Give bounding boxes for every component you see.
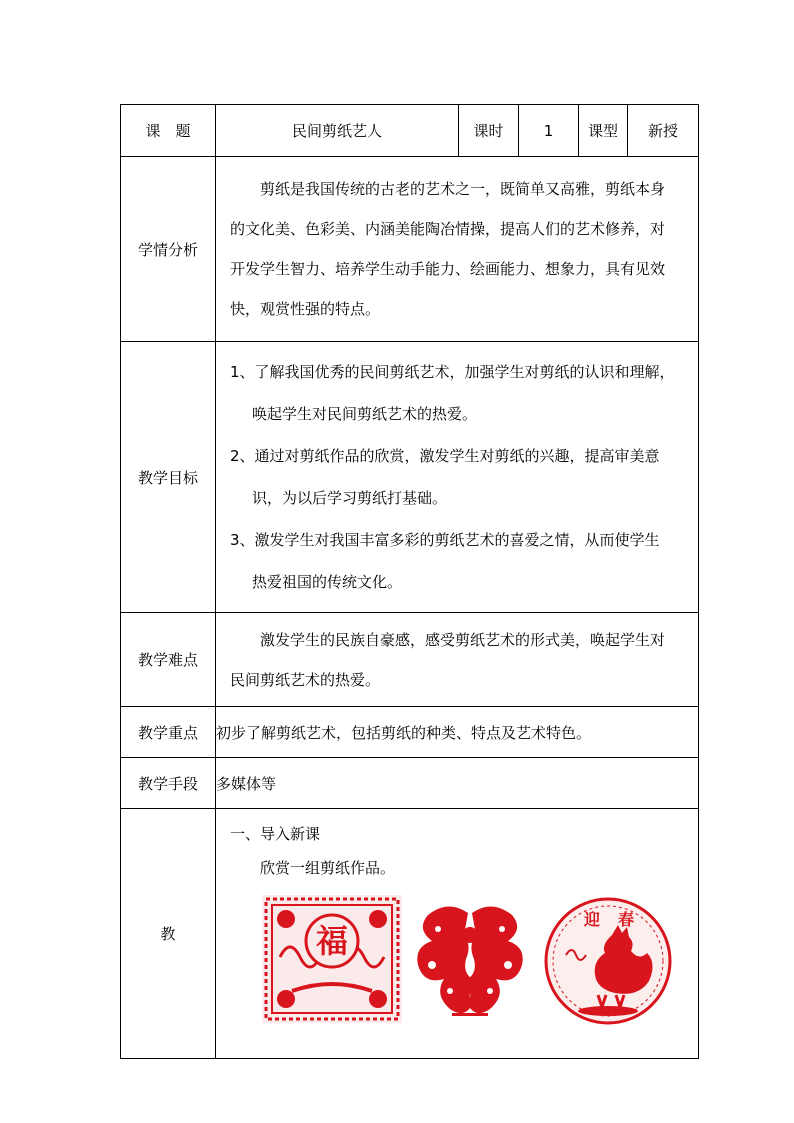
dragon-papercut-image bbox=[402, 895, 538, 1023]
intro-heading: 一、导入新课 bbox=[230, 825, 321, 843]
difficulty-row bbox=[121, 613, 699, 707]
key-points-content: 初步了解剪纸艺术，包括剪纸的种类、特点及艺术特色。 bbox=[216, 707, 699, 758]
type-value: 新授 bbox=[628, 105, 699, 157]
goals-row bbox=[121, 342, 699, 613]
analysis-label: 学情分析 bbox=[121, 157, 216, 342]
goal-item: 3、激发学生对我国丰富多彩的剪纸艺术的喜爱之情，从而使学生 热爱祖国的传统文化。 bbox=[230, 531, 660, 591]
analysis-line: 剪纸是我国传统的古老的艺术之一，既简单又高雅，剪纸本身 bbox=[260, 180, 666, 198]
methods-label: 教学手段 bbox=[121, 758, 216, 809]
key-points-label: 教学重点 bbox=[121, 707, 216, 758]
goal-item: 1、了解我国优秀的民间剪纸艺术，加强学生对剪纸的认识和理解， 唤起学生对民间剪纸艺术的热爱。 bbox=[230, 363, 675, 423]
key-points-row bbox=[121, 707, 699, 758]
papercut-gallery bbox=[216, 895, 698, 1035]
goal-item: 2、通过对剪纸作品的欣赏，激发学生对剪纸的兴趣，提高审美意 识，为以后学习剪纸打基础。 bbox=[230, 447, 660, 507]
rooster-char-1: 迎 bbox=[583, 910, 601, 929]
rooster-char-2: 春 bbox=[617, 910, 635, 929]
difficulty-content bbox=[216, 613, 699, 707]
process-row bbox=[121, 809, 699, 1059]
intro-text: 欣赏一组剪纸作品。 bbox=[260, 859, 396, 877]
rooster-papercut-image bbox=[542, 895, 674, 1027]
analysis-row bbox=[121, 157, 699, 342]
goals-content bbox=[216, 342, 699, 613]
goals-label: 教学目标 bbox=[121, 342, 216, 613]
methods-content: 多媒体等 bbox=[216, 758, 699, 809]
process-content bbox=[216, 809, 699, 1059]
analysis-content bbox=[216, 157, 699, 342]
difficulty-line: 激发学生的民族自豪感，感受剪纸艺术的形式美，唤起学生对 bbox=[260, 630, 666, 649]
lesson-plan-table bbox=[120, 104, 699, 1059]
difficulty-line: 民间剪纸艺术的热爱。 bbox=[230, 670, 381, 689]
methods-row bbox=[121, 758, 699, 809]
hours-value: 1 bbox=[519, 105, 579, 157]
fu-character: 福 bbox=[315, 922, 349, 960]
topic-label: 课 题 bbox=[121, 105, 216, 157]
analysis-line: 开发学生智力、培养学生动手能力、绘画能力、想象力，具有见效 bbox=[230, 260, 666, 278]
topic-value: 民间剪纸艺人 bbox=[216, 105, 459, 157]
difficulty-label: 教学难点 bbox=[121, 613, 216, 707]
analysis-line: 快，观赏性强的特点。 bbox=[230, 300, 381, 318]
fu-papercut-image bbox=[262, 895, 402, 1023]
hours-label: 课时 bbox=[459, 105, 519, 157]
analysis-line: 的文化美、色彩美、内涵美能陶冶情操，提高人们的艺术修养，对 bbox=[230, 220, 666, 238]
process-label: 教 bbox=[121, 809, 216, 1059]
type-label: 课型 bbox=[579, 105, 628, 157]
header-row bbox=[121, 105, 699, 157]
